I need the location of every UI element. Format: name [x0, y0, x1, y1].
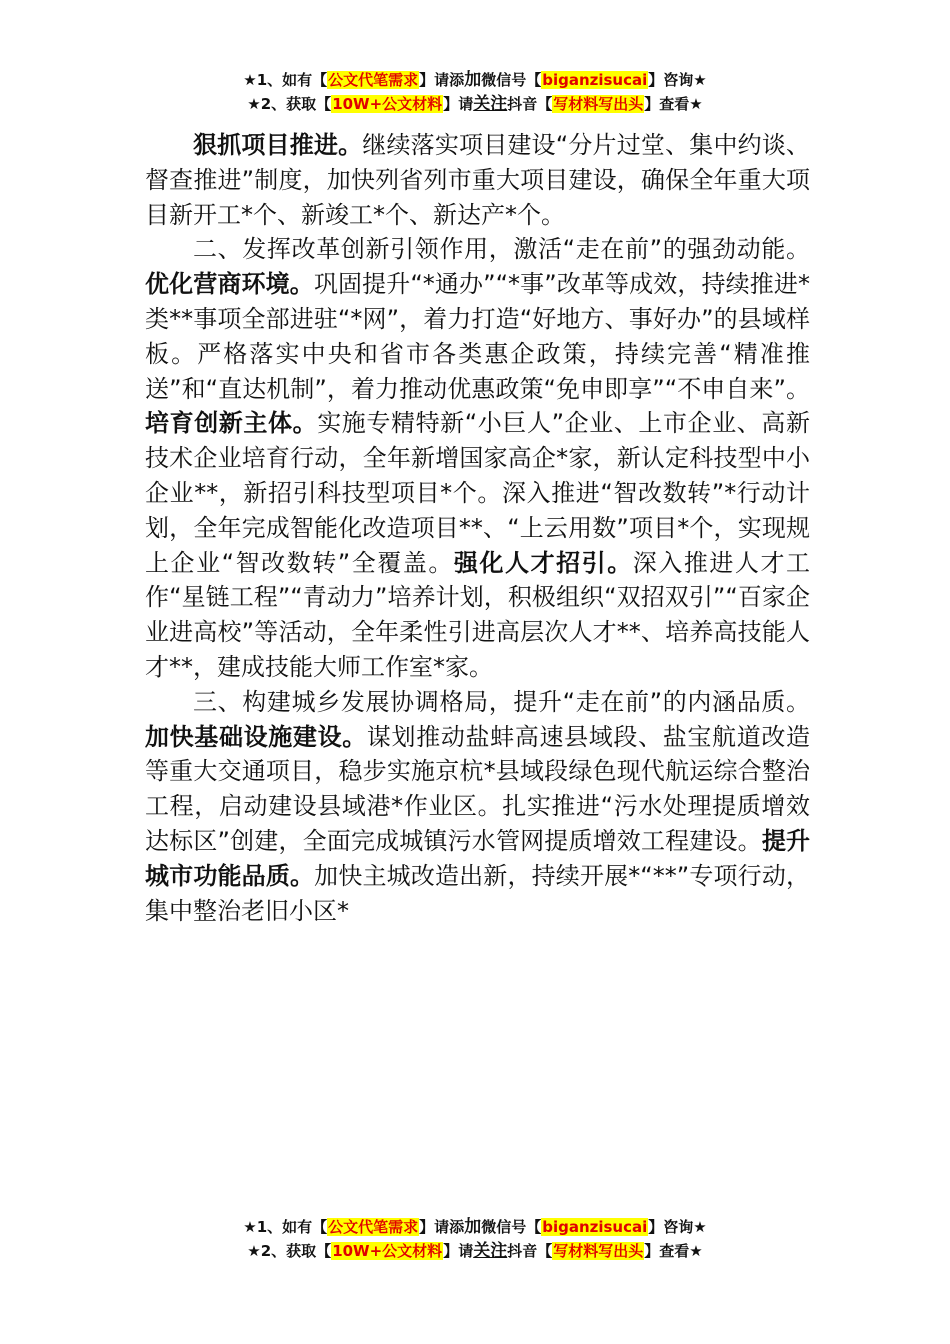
star-icon: ★ [247, 1242, 261, 1260]
banner-line-2: ★2、获取【10W+公文材料】请关注抖音【写材料写出头】查看★ [247, 1241, 703, 1261]
section-heading: 二、发挥改革创新引领作用，激活“走在前”的强劲动能。 [193, 235, 810, 264]
document-body [145, 128, 810, 928]
banner-line-1: ★1、如有【公文代笔需求】请添加微信号【biganzisucai】咨询★ [243, 1217, 707, 1237]
banner-line-2: ★2、获取【10W+公文材料】请关注抖音【写材料写出头】查看★ [247, 94, 703, 114]
wechat-id: biganzisucai [542, 1218, 648, 1236]
star-icon: ★ [689, 1242, 703, 1260]
paragraph-heading: 提升城市功能品质。 [145, 826, 810, 890]
highlight-materials: 10W+公文材料 [332, 1242, 443, 1260]
wechat-id: biganzisucai [542, 71, 648, 89]
paragraph-2: 二、发挥改革创新引领作用，激活“走在前”的强劲动能。优化营商环境。巩固提升“*通办”“*事”改革等成效，持续推进*类**事项全部进驻“*网”，着力打造“好地方、事好办”的县域样板。严格落实中央和省市各类惠企政策，持续完善“精准推送”和“直达机制”，着力推动优惠政策“免申即享”“不申自来”。培育创新主体。实施专精特新“小巨人”企业、上市企业、高新技术企业培育行动，全年新增国家高企*家，新认定科技型中小企业**，新招引科技型项目*个。深入推进“智改数转”*行动计划，全年完成智能化改造项目**、“上云用数”项目*个，实现规上企业“智改数转”全覆盖。强化人才招引。深入推进人才工作“星链工程”“青动力”培养计划，积极组织“双招双引”“百家企业进高校”等活动，全年柔性引进高层次人才**、培养高技能人才**，建成技能大师工作室*家。 [145, 235, 811, 681]
douyin-account: 写材料写出头 [553, 1242, 644, 1260]
paragraph-3: 三、构建城乡发展协调格局，提升“走在前”的内涵品质。加快基础设施建设。谋划推动盐蚌高速县域段、盐宝航道改造等重大交通项目，稳步实施京杭*县域段绿色现代航运综合整治工程，启动建设县域港*作业区。扎实推进“污水处理提质增效达标区”创建，全面完成城镇污水管网提质增效工程建设。提升城市功能品质。加快主城改造出新，持续开展*“**”专项行动，集中整治老旧小区* [145, 687, 811, 925]
section-heading: 三、构建城乡发展协调格局，提升“走在前”的内涵品质。 [193, 687, 810, 716]
paragraph-heading: 培育创新主体。 [145, 409, 318, 438]
highlight-service: 公文代笔需求 [328, 71, 419, 89]
highlight-service: 公文代笔需求 [328, 1218, 419, 1236]
star-icon: ★ [693, 71, 707, 89]
highlight-materials: 10W+公文材料 [332, 95, 443, 113]
star-icon: ★ [693, 1218, 707, 1236]
header-banner [0, 68, 950, 116]
footer-banner [0, 1215, 950, 1263]
star-icon: ★ [243, 1218, 257, 1236]
douyin-account: 写材料写出头 [553, 95, 644, 113]
star-icon: ★ [689, 95, 703, 113]
paragraph-heading: 优化营商环境。 [145, 270, 314, 299]
paragraph-1: 狠抓项目推进。继续落实项目建设“分片过堂、集中约谈、督查推进”制度，加快列省列市重大项目建设，确保全年重大项目新开工*个、新竣工*个、新达产*个。 [145, 131, 810, 229]
star-icon: ★ [247, 95, 261, 113]
paragraph-heading: 狠抓项目推进。 [193, 131, 363, 159]
banner-line-1: ★1、如有【公文代笔需求】请添加微信号【biganzisucai】咨询★ [243, 70, 707, 90]
star-icon: ★ [243, 71, 257, 89]
paragraph-heading: 强化人才招引。 [453, 548, 633, 577]
paragraph-heading: 加快基础设施建设。 [145, 722, 367, 751]
